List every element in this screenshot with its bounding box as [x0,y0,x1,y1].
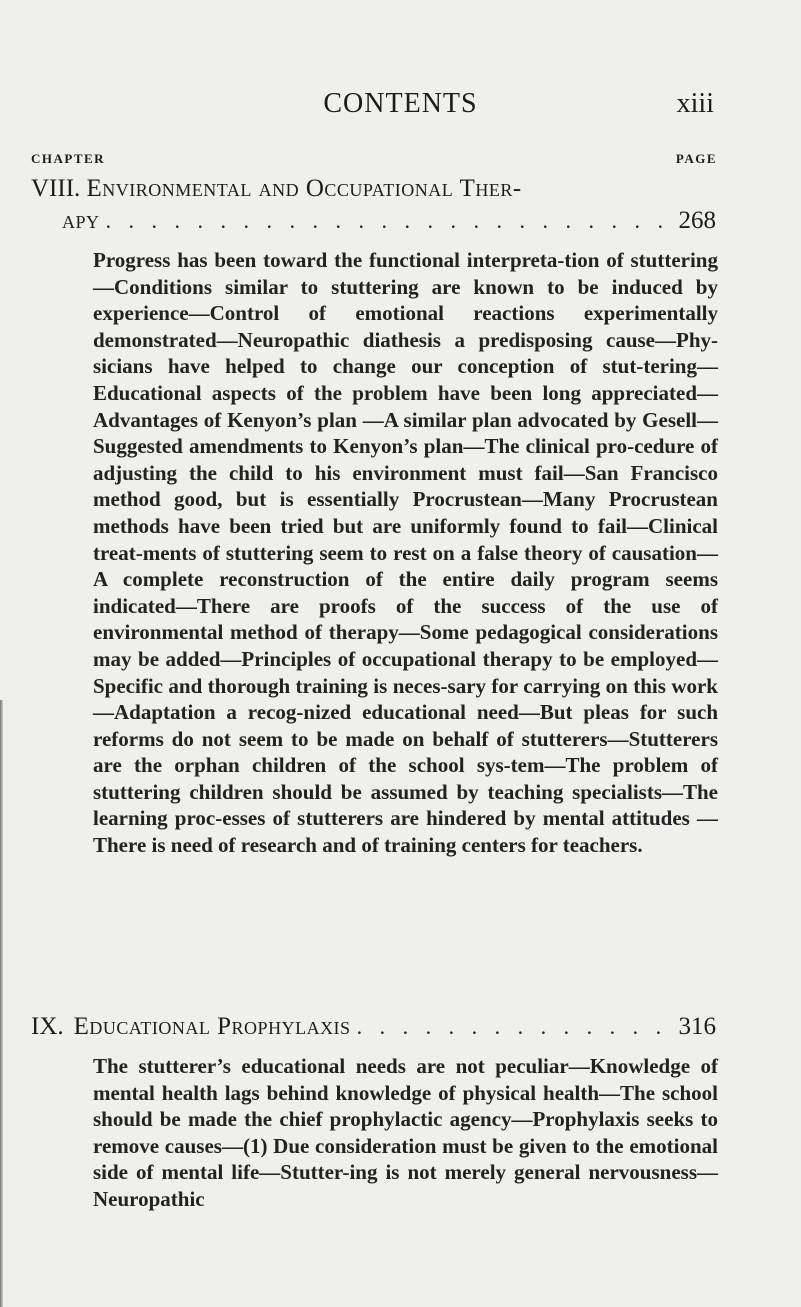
chapter-number: VIII. [31,175,81,202]
chapter-page-number: 268 [678,207,716,234]
chapter-title: Educational Prophylaxis [73,1013,351,1040]
chapter-title: Environmental and Occupational Ther- [86,175,522,202]
dot-leader [357,1011,673,1043]
chapter-heading [31,1011,716,1043]
binding-shadow [0,700,3,1307]
page-column-label: PAGE [675,151,717,166]
running-head [0,88,801,128]
chapter-summary: Progress has been toward the functional interpreta-tion of stuttering—Conditions similar to stuttering are known to be induced by experience—Control of emotional reactions experimentally demonstrated—Neuropathic diathesis a predisposing cause—Phy-sicians have helped to change our conception of stut-tering—Educational aspects of the problem have been long appreciated—Advantages of Kenyon’s plan —A similar plan advocated by Gesell—Suggested amendments to Kenyon’s plan—The clinical pro-cedure of adjusting the child to his environment must fail—San Francisco method good, but is essentially Procrustean—Many Procrustean methods have been tried but are uniformly found to fail—Clinical treat-ments of stuttering seem to rest on a false theory of causation—A complete reconstruction of the entire daily program seems indicated—There are proofs of the success of the use of environmental method of therapy—Some pedagogical considerations may be added—Principles of occupational therapy to be employed—Specific and thorough training is neces-sary for carrying on this work—Adaptation a recog-nized educational need—But pleas for such reforms do not seem to be made on behalf of stutterers—Stutterers are the orphan children of the school sys-tem—The problem of stuttering children should be assumed by teaching specialists—The learning proc-esses of stutterers are hindered by mental attitudes —There is need of research and of training centers for teachers. [93,248,718,858]
toc-entry-chapter-8 [31,173,716,859]
chapter-summary: The stutterer’s educational needs are not peculiar—Knowledge of mental health lags behind knowledge of physical health—The school should be made the chief prophylactic agency—Prophylaxis seeks to remove causes—(1) Due consideration must be given to the emotional side of mental life—Stutter-ing is not merely general nervousness—Neuropathic [93,1054,718,1211]
chapter-heading [31,173,716,205]
chapter-page-number: 316 [678,1013,716,1040]
page-number: xiii [676,88,714,119]
toc-entry-chapter-9 [31,1011,716,1213]
chapter-title-end: apy [62,207,100,234]
chapter-column-label: CHAPTER [31,151,106,166]
dot-leader [106,205,673,237]
chapter-number: IX. [31,1013,64,1040]
chapter-title-continuation [31,205,716,237]
page-title: CONTENTS [323,88,478,119]
